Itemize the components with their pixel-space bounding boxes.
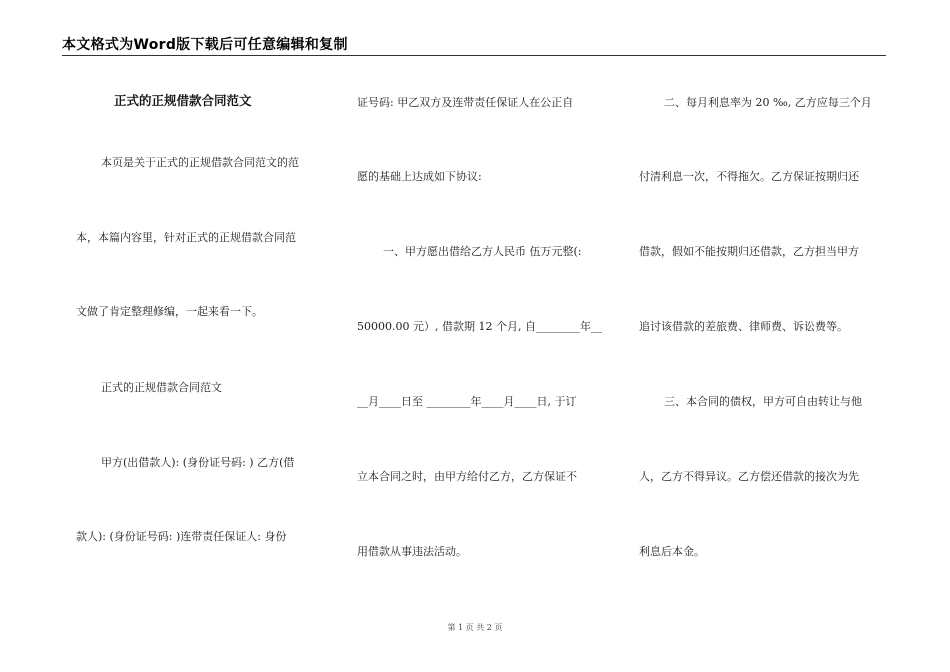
paragraph-line: 利息后本金。 [639, 545, 705, 558]
paragraph-line: 立本合同之时，由甲方给付乙方，乙方保证不 [357, 470, 577, 483]
paragraph-line: 二、每月利息率为 20 ‰, 乙方应每三个月 [664, 96, 872, 109]
section-heading: 正式的正规借款合同范文 [101, 381, 222, 394]
paragraph-line: 本页是关于正式的正规借款合同范文的范 [101, 156, 299, 169]
paragraph-line: 50000.00 元）, 借款期 12 个月, 自________年__ [357, 320, 602, 333]
page-number: 第 1 页 共 2 页 [447, 623, 503, 632]
document-title: 正式的正规借款合同范文 [114, 93, 252, 108]
header-text: 本文格式为Word版下载后可任意编辑和复制 [62, 37, 348, 53]
paragraph-line: 追讨该借款的差旅费、律师费、诉讼费等。 [639, 320, 848, 333]
paragraph-line: __月____日至 ________年____月____日, 于订 [357, 395, 577, 408]
paragraph-line: 愿的基础上达成如下协议: [357, 170, 482, 183]
paragraph-line: 证号码: 甲乙双方及连带责任保证人在公正自 [357, 96, 574, 109]
paragraph-line: 款人): (身份证号码: )连带责任保证人: 身份 [76, 530, 287, 543]
paragraph-line: 一、甲方愿出借给乙方人民币 伍万元整(: [383, 245, 582, 258]
paragraph-line: 借款，假如不能按期归还借款，乙方担当甲方 [639, 245, 859, 258]
paragraph-line: 文做了肯定整理修编，一起来看一下。 [76, 305, 263, 318]
paragraph-line: 本，本篇内容里，针对正式的正规借款合同范 [76, 231, 296, 244]
paragraph-line: 人，乙方不得异议。乙方偿还借款的接次为先 [639, 470, 859, 483]
paragraph-line: 付清利息一次，不得拖欠。乙方保证按期归还 [639, 170, 859, 183]
paragraph-line: 甲方(出借款人): (身份证号码: ) 乙方(借 [101, 456, 295, 469]
paragraph-line: 用借款从事违法活动。 [357, 545, 467, 558]
header-divider [62, 55, 886, 56]
paragraph-line: 三、本合同的债权，甲方可自由转让与他 [664, 395, 862, 408]
